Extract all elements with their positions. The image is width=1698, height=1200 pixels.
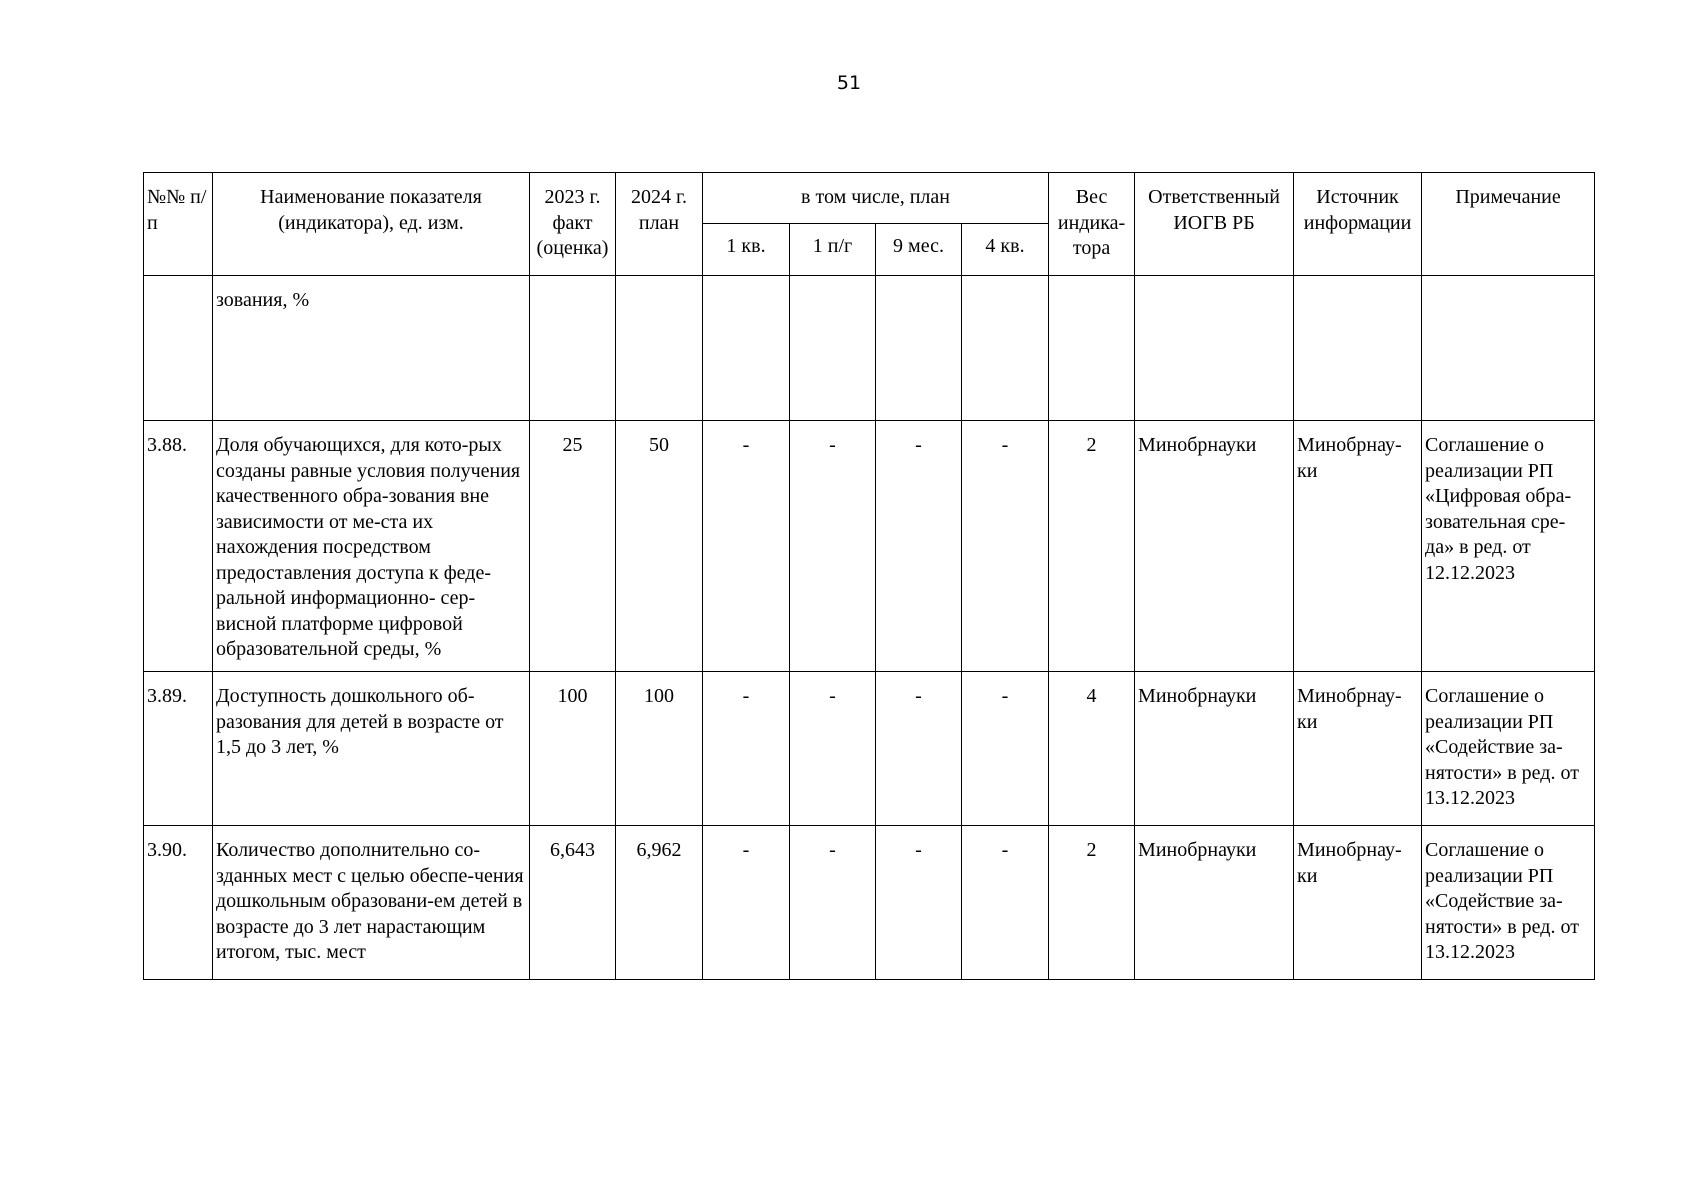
- table-row: [144, 672, 1595, 826]
- cell-h1: -: [790, 421, 876, 672]
- cell-name: Доля обучающихся, для кото-рых созданы равные условия получения качественного обра-зования вне зависимости от ме-ста их нахождения посредством предоставления доступа к феде-ральной информационно- сер-висной платформе цифровой образовательной среды, %: [213, 421, 530, 672]
- cell-name: зования, %: [213, 276, 530, 421]
- cell-h1: -: [790, 672, 876, 826]
- cell-2023: 6,643: [530, 826, 616, 980]
- cell-source: Минобрнау-ки: [1294, 421, 1422, 672]
- cell-h1: -: [790, 826, 876, 980]
- cell-9m: -: [876, 421, 962, 672]
- header-q4: 4 кв.: [962, 224, 1049, 276]
- cell-q1: -: [703, 826, 790, 980]
- cell-source: Минобрнау-ки: [1294, 826, 1422, 980]
- cell-q4: -: [962, 672, 1049, 826]
- cell-2024: 100: [616, 672, 703, 826]
- cell-q4: -: [962, 826, 1049, 980]
- cell-9m: -: [876, 672, 962, 826]
- header-2024: 2024 г. план: [616, 173, 703, 276]
- cell-note: [1422, 276, 1595, 421]
- cell-responsible: Минобрнауки: [1135, 826, 1294, 980]
- header-note: Примечание: [1422, 173, 1595, 276]
- table-row: [144, 421, 1595, 672]
- table-header: [144, 173, 1595, 276]
- header-h1: 1 п/г: [790, 224, 876, 276]
- header-responsible: Ответственный ИОГВ РБ: [1135, 173, 1294, 276]
- cell-note: Соглашение о реализации РП «Содействие за-нятости» в ред. от 13.12.2023: [1422, 672, 1595, 826]
- header-q1: 1 кв.: [703, 224, 790, 276]
- cell-2024: [616, 276, 703, 421]
- header-num: №№ п/п: [144, 173, 213, 276]
- cell-2024: 6,962: [616, 826, 703, 980]
- header-weight: Вес индика-тора: [1049, 173, 1135, 276]
- cell-9m: [876, 276, 962, 421]
- header-name: Наименование показателя (индикатора), ед. изм.: [213, 173, 530, 276]
- cell-2024: 50: [616, 421, 703, 672]
- cell-name: Доступность дошкольного об-разования для детей в возрасте от 1,5 до 3 лет, %: [213, 672, 530, 826]
- cell-9m: -: [876, 826, 962, 980]
- cell-weight: 2: [1049, 421, 1135, 672]
- cell-num: 3.88.: [144, 421, 213, 672]
- cell-source: Минобрнау-ки: [1294, 672, 1422, 826]
- cell-2023: 25: [530, 421, 616, 672]
- cell-num: 3.90.: [144, 826, 213, 980]
- cell-responsible: Минобрнауки: [1135, 421, 1294, 672]
- cell-h1: [790, 276, 876, 421]
- table-row: [144, 826, 1595, 980]
- cell-q4: -: [962, 421, 1049, 672]
- cell-2023: 100: [530, 672, 616, 826]
- cell-2023: [530, 276, 616, 421]
- cell-num: [144, 276, 213, 421]
- cell-weight: 4: [1049, 672, 1135, 826]
- cell-weight: 2: [1049, 826, 1135, 980]
- cell-source: [1294, 276, 1422, 421]
- cell-q1: -: [703, 672, 790, 826]
- cell-responsible: [1135, 276, 1294, 421]
- header-source: Источник информации: [1294, 173, 1422, 276]
- cell-num: 3.89.: [144, 672, 213, 826]
- cell-weight: [1049, 276, 1135, 421]
- cell-responsible: Минобрнауки: [1135, 672, 1294, 826]
- header-incl-plan: в том числе, план: [703, 173, 1049, 224]
- header-9m: 9 мес.: [876, 224, 962, 276]
- table-row: [144, 276, 1595, 421]
- cell-q1: [703, 276, 790, 421]
- cell-note: Соглашение о реализации РП «Содействие за-нятости» в ред. от 13.12.2023: [1422, 826, 1595, 980]
- cell-note: Соглашение о реализации РП «Цифровая обра-зовательная сре-да» в ред. от 12.12.2023: [1422, 421, 1595, 672]
- cell-name: Количество дополнительно со-зданных мест с целью обеспе-чения дошкольным образовани-ем детей в возрасте до 3 лет нарастающим итогом, тыс. мест: [213, 826, 530, 980]
- cell-q1: -: [703, 421, 790, 672]
- cell-q4: [962, 276, 1049, 421]
- page-number: 51: [836, 72, 862, 94]
- header-2023: 2023 г. факт (оценка): [530, 173, 616, 276]
- indicators-table: [143, 172, 1595, 980]
